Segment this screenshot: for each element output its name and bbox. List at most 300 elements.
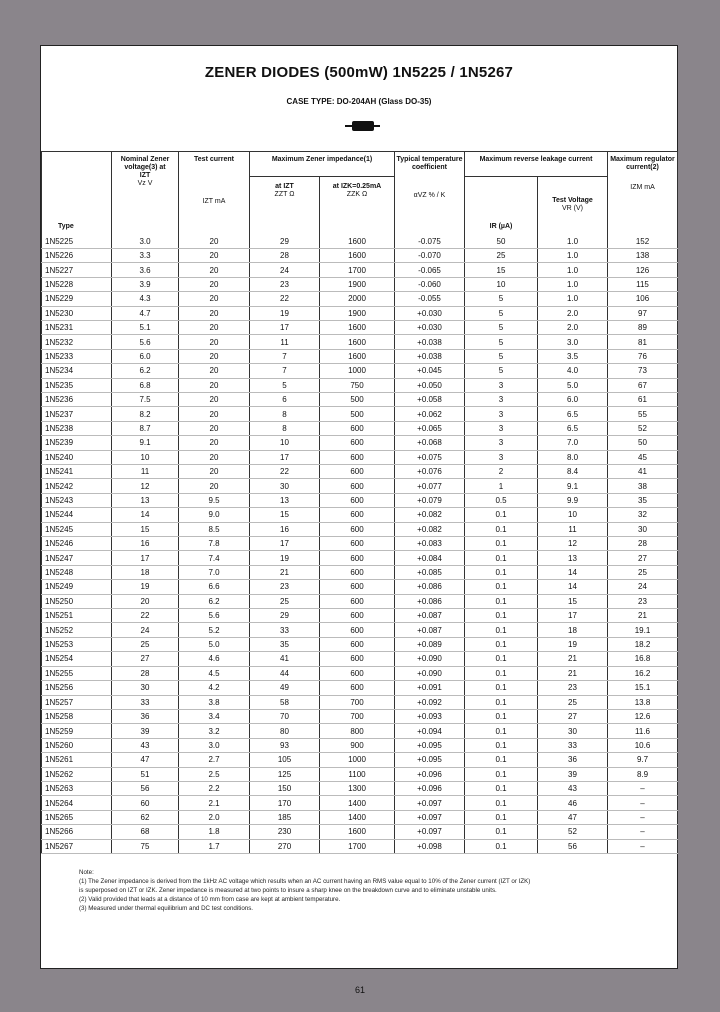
- table-cell: 7: [250, 364, 320, 378]
- table-row: [42, 565, 678, 579]
- table-cell: 1300: [320, 781, 395, 795]
- table-cell: +0.095: [395, 753, 465, 767]
- table-cell: 5: [250, 378, 320, 392]
- table-cell: 4.6: [179, 652, 250, 666]
- table-cell: 45: [608, 450, 678, 464]
- table-cell: 600: [320, 551, 395, 565]
- table-cell: 500: [320, 392, 395, 406]
- table-cell: 0.5: [465, 493, 538, 507]
- table-cell: 16: [250, 522, 320, 536]
- table-cell: 15: [112, 522, 179, 536]
- table-cell: 0.1: [465, 652, 538, 666]
- table-cell: 20: [112, 594, 179, 608]
- table-row: [42, 738, 678, 752]
- table-cell: 900: [320, 738, 395, 752]
- table-cell: 24: [250, 263, 320, 277]
- table-cell: 7.4: [179, 551, 250, 565]
- table-cell: 600: [320, 637, 395, 651]
- table-cell: 52: [608, 421, 678, 435]
- table-cell: 27: [538, 709, 608, 723]
- table-cell: 17: [250, 450, 320, 464]
- table-cell: 8.2: [112, 407, 179, 421]
- table-cell: 600: [320, 522, 395, 536]
- table-cell: 30: [250, 479, 320, 493]
- table-cell: 20: [179, 407, 250, 421]
- table-cell: 20: [179, 436, 250, 450]
- footnote-line: (3) Measured under thermal equilibrium and DC test conditions.: [79, 905, 254, 912]
- table-cell: +0.084: [395, 551, 465, 565]
- table-row: [42, 248, 678, 262]
- table-cell: 1N5240: [42, 450, 112, 464]
- table-cell: 15: [538, 594, 608, 608]
- table-cell: 0.1: [465, 825, 538, 839]
- table-cell: 22: [250, 292, 320, 306]
- table-cell: 35: [608, 493, 678, 507]
- table-cell: 1600: [320, 320, 395, 334]
- table-cell: 0.1: [465, 565, 538, 579]
- table-cell: +0.082: [395, 508, 465, 522]
- table-cell: 27: [608, 551, 678, 565]
- table-cell: 29: [250, 609, 320, 623]
- table-cell: 58: [250, 695, 320, 709]
- table-cell: 6.5: [538, 421, 608, 435]
- table-cell: 2.2: [179, 781, 250, 795]
- table-cell: 14: [538, 580, 608, 594]
- table-cell: 600: [320, 666, 395, 680]
- table-row: [42, 537, 678, 551]
- table-row: [42, 508, 678, 522]
- table-cell: -0.055: [395, 292, 465, 306]
- table-cell: 22: [250, 465, 320, 479]
- table-row: [42, 724, 678, 738]
- table-cell: 700: [320, 695, 395, 709]
- table-cell: 4.2: [179, 681, 250, 695]
- table-cell: 41: [608, 465, 678, 479]
- table-cell: 105: [250, 753, 320, 767]
- table-cell: 1N5230: [42, 306, 112, 320]
- table-cell: 1N5253: [42, 637, 112, 651]
- table-cell: 3.5: [538, 349, 608, 363]
- table-cell: 20: [179, 392, 250, 406]
- table-cell: 20: [179, 235, 250, 249]
- table-cell: 73: [608, 364, 678, 378]
- header-temp-coeff: Typical temperature coefficient αVZ % / K: [395, 152, 465, 235]
- table-cell: 7.0: [538, 436, 608, 450]
- table-cell: 30: [538, 724, 608, 738]
- table-cell: 6.5: [538, 407, 608, 421]
- table-cell: 0.1: [465, 839, 538, 853]
- table-cell: +0.030: [395, 306, 465, 320]
- table-cell: 7.8: [179, 537, 250, 551]
- table-cell: 5.6: [179, 609, 250, 623]
- table-cell: –: [608, 781, 678, 795]
- table-cell: 1N5246: [42, 537, 112, 551]
- table-cell: 14: [112, 508, 179, 522]
- table-cell: 1N5261: [42, 753, 112, 767]
- table-cell: 20: [179, 292, 250, 306]
- table-cell: +0.065: [395, 421, 465, 435]
- table-cell: 5.6: [112, 335, 179, 349]
- table-cell: 19.1: [608, 623, 678, 637]
- table-cell: 0.1: [465, 522, 538, 536]
- table-cell: 20: [179, 263, 250, 277]
- page-title: ZENER DIODES (500mW) 1N5225 / 1N5267: [204, 64, 514, 81]
- table-cell: 81: [608, 335, 678, 349]
- table-cell: 19: [112, 580, 179, 594]
- table-cell: 2.1: [179, 796, 250, 810]
- table-cell: 0.1: [465, 580, 538, 594]
- table-cell: 1N5236: [42, 392, 112, 406]
- table-cell: 36: [538, 753, 608, 767]
- table-cell: 28: [608, 537, 678, 551]
- table-cell: 0.1: [465, 738, 538, 752]
- table-cell: 600: [320, 493, 395, 507]
- table-cell: 2.5: [179, 767, 250, 781]
- table-cell: -0.065: [395, 263, 465, 277]
- table-cell: 47: [112, 753, 179, 767]
- table-cell: 41: [250, 652, 320, 666]
- table-cell: 23: [538, 681, 608, 695]
- table-row: [42, 263, 678, 277]
- table-cell: 19: [250, 306, 320, 320]
- table-cell: 89: [608, 320, 678, 334]
- table-cell: 115: [608, 277, 678, 291]
- table-cell: 32: [608, 508, 678, 522]
- table-cell: 0.1: [465, 810, 538, 824]
- table-cell: 5: [465, 306, 538, 320]
- table-cell: 1N5257: [42, 695, 112, 709]
- table-row: [42, 580, 678, 594]
- table-row: [42, 825, 678, 839]
- header-ir: IR (µA): [465, 177, 538, 235]
- datasheet-page: [40, 45, 678, 969]
- table-cell: 18: [112, 565, 179, 579]
- table-cell: 3.0: [112, 235, 179, 249]
- table-cell: 38: [608, 479, 678, 493]
- table-cell: 20: [179, 364, 250, 378]
- table-cell: 13: [250, 493, 320, 507]
- table-cell: –: [608, 839, 678, 853]
- table-cell: 55: [608, 407, 678, 421]
- table-cell: 1900: [320, 277, 395, 291]
- table-cell: 29: [250, 235, 320, 249]
- table-cell: –: [608, 796, 678, 810]
- table-cell: 8.0: [538, 450, 608, 464]
- table-cell: +0.086: [395, 580, 465, 594]
- header-max-impedance: Maximum Zener impedance(1): [250, 152, 395, 177]
- table-cell: 1N5262: [42, 767, 112, 781]
- table-cell: +0.097: [395, 810, 465, 824]
- table-cell: 1600: [320, 349, 395, 363]
- table-cell: 7.0: [179, 565, 250, 579]
- table-cell: 25: [538, 695, 608, 709]
- table-cell: 1N5264: [42, 796, 112, 810]
- table-cell: +0.087: [395, 623, 465, 637]
- table-cell: 500: [320, 407, 395, 421]
- table-cell: 22: [112, 609, 179, 623]
- table-cell: 0.1: [465, 537, 538, 551]
- table-cell: 800: [320, 724, 395, 738]
- table-cell: 0.1: [465, 508, 538, 522]
- table-cell: +0.097: [395, 796, 465, 810]
- table-cell: +0.083: [395, 537, 465, 551]
- table-cell: 23: [608, 594, 678, 608]
- table-cell: 3.0: [538, 335, 608, 349]
- table-cell: –: [608, 810, 678, 824]
- table-cell: 1N5247: [42, 551, 112, 565]
- table-cell: 1N5241: [42, 465, 112, 479]
- table-cell: 5.2: [179, 623, 250, 637]
- table-cell: 5: [465, 335, 538, 349]
- table-cell: 3.8: [179, 695, 250, 709]
- table-cell: 0.1: [465, 753, 538, 767]
- table-cell: +0.098: [395, 839, 465, 853]
- table-row: [42, 767, 678, 781]
- table-cell: 20: [179, 277, 250, 291]
- case-type: CASE TYPE: DO-204AH (Glass DO-35): [286, 97, 432, 106]
- table-cell: 1N5233: [42, 349, 112, 363]
- table-cell: 1N5258: [42, 709, 112, 723]
- table-cell: 1.7: [179, 839, 250, 853]
- table-cell: 152: [608, 235, 678, 249]
- table-row: [42, 493, 678, 507]
- table-cell: 6.0: [112, 349, 179, 363]
- table-cell: 0.1: [465, 551, 538, 565]
- table-row: [42, 810, 678, 824]
- table-cell: 19: [538, 637, 608, 651]
- table-cell: 1N5260: [42, 738, 112, 752]
- table-cell: 150: [250, 781, 320, 795]
- table-row: [42, 609, 678, 623]
- table-cell: 17: [112, 551, 179, 565]
- page-number: 61: [354, 985, 365, 995]
- table-cell: 600: [320, 609, 395, 623]
- table-row: [42, 349, 678, 363]
- table-cell: 25: [608, 565, 678, 579]
- table-cell: 30: [112, 681, 179, 695]
- table-cell: 2.7: [179, 753, 250, 767]
- table-cell: 56: [112, 781, 179, 795]
- table-cell: 1400: [320, 796, 395, 810]
- table-cell: 33: [112, 695, 179, 709]
- table-row: [42, 364, 678, 378]
- table-cell: 8.7: [112, 421, 179, 435]
- table-cell: +0.090: [395, 666, 465, 680]
- table-row: [42, 392, 678, 406]
- table-cell: 1N5263: [42, 781, 112, 795]
- table-cell: 5.0: [538, 378, 608, 392]
- table-cell: 1N5242: [42, 479, 112, 493]
- table-cell: 1N5252: [42, 623, 112, 637]
- table-row: [42, 522, 678, 536]
- table-cell: 50: [608, 436, 678, 450]
- table-cell: +0.079: [395, 493, 465, 507]
- table-cell: 1N5265: [42, 810, 112, 824]
- table-cell: 21: [608, 609, 678, 623]
- table-cell: 1900: [320, 306, 395, 320]
- table-row: [42, 666, 678, 680]
- table-cell: 1N5244: [42, 508, 112, 522]
- header-at-izt: at IZT ZZT Ω: [250, 177, 320, 235]
- table-cell: +0.038: [395, 349, 465, 363]
- table-cell: 6.2: [179, 594, 250, 608]
- table-cell: 600: [320, 580, 395, 594]
- table-cell: 600: [320, 450, 395, 464]
- table-cell: 13: [112, 493, 179, 507]
- table-cell: 7: [250, 349, 320, 363]
- table-cell: 5.0: [179, 637, 250, 651]
- table-cell: 1N5226: [42, 248, 112, 262]
- table-cell: 1N5254: [42, 652, 112, 666]
- table-cell: 75: [112, 839, 179, 853]
- table-cell: 3: [465, 407, 538, 421]
- table-cell: +0.068: [395, 436, 465, 450]
- table-cell: 10.6: [608, 738, 678, 752]
- table-cell: +0.045: [395, 364, 465, 378]
- table-cell: 0.1: [465, 609, 538, 623]
- table-row: [42, 781, 678, 795]
- table-cell: +0.085: [395, 565, 465, 579]
- table-cell: 44: [250, 666, 320, 680]
- table-row: [42, 465, 678, 479]
- table-row: [42, 407, 678, 421]
- header-regulator-current: Maximum regulator current(2) IZM mA: [608, 152, 678, 235]
- table-cell: 13.8: [608, 695, 678, 709]
- table-cell: 1.0: [538, 248, 608, 262]
- table-cell: 1N5227: [42, 263, 112, 277]
- footnote-line: is superposed on IZT or IZK. Zener impedance is measured at two points to insure a sharp knee on the breakdown curve and to eliminate unstable units.: [79, 887, 497, 894]
- table-cell: 3: [465, 392, 538, 406]
- table-cell: 11.6: [608, 724, 678, 738]
- table-row: [42, 277, 678, 291]
- table-row: [42, 753, 678, 767]
- table-cell: 700: [320, 709, 395, 723]
- table-cell: 0.1: [465, 637, 538, 651]
- table-cell: 23: [250, 277, 320, 291]
- table-cell: 27: [112, 652, 179, 666]
- table-cell: 1000: [320, 364, 395, 378]
- table-cell: 24: [608, 580, 678, 594]
- table-cell: 3: [465, 450, 538, 464]
- table-cell: 50: [465, 235, 538, 249]
- table-cell: +0.082: [395, 522, 465, 536]
- table-cell: 0.1: [465, 781, 538, 795]
- table-cell: 56: [538, 839, 608, 853]
- table-cell: 1N5243: [42, 493, 112, 507]
- table-cell: 0.1: [465, 623, 538, 637]
- table-cell: 49: [250, 681, 320, 695]
- table-cell: 3.3: [112, 248, 179, 262]
- table-cell: 39: [112, 724, 179, 738]
- table-cell: +0.091: [395, 681, 465, 695]
- table-cell: 1N5229: [42, 292, 112, 306]
- table-row: [42, 306, 678, 320]
- table-cell: 0.1: [465, 681, 538, 695]
- table-cell: 1N5255: [42, 666, 112, 680]
- table-row: [42, 235, 678, 249]
- table-cell: 17: [538, 609, 608, 623]
- table-cell: –: [608, 825, 678, 839]
- table-cell: 39: [538, 767, 608, 781]
- table-cell: 3: [465, 378, 538, 392]
- table-cell: 1400: [320, 810, 395, 824]
- table-cell: 2.0: [179, 810, 250, 824]
- table-cell: 600: [320, 565, 395, 579]
- table-cell: 600: [320, 479, 395, 493]
- table-row: [42, 709, 678, 723]
- table-cell: 270: [250, 839, 320, 853]
- table-cell: 6.2: [112, 364, 179, 378]
- table-cell: 15.1: [608, 681, 678, 695]
- table-cell: 33: [250, 623, 320, 637]
- table-row: [42, 594, 678, 608]
- table-cell: 20: [179, 421, 250, 435]
- table-cell: 600: [320, 421, 395, 435]
- table-cell: 67: [608, 378, 678, 392]
- table-cell: 13: [538, 551, 608, 565]
- table-cell: 170: [250, 796, 320, 810]
- table-cell: 28: [250, 248, 320, 262]
- table-cell: 93: [250, 738, 320, 752]
- table-row: [42, 796, 678, 810]
- table-cell: 8.4: [538, 465, 608, 479]
- table-cell: 1N5266: [42, 825, 112, 839]
- table-cell: 16.8: [608, 652, 678, 666]
- table-cell: 4.0: [538, 364, 608, 378]
- table-cell: 61: [608, 392, 678, 406]
- table-cell: 1N5231: [42, 320, 112, 334]
- table-cell: 1N5232: [42, 335, 112, 349]
- header-leakage: Maximum reverse leakage current: [465, 152, 608, 177]
- table-cell: 18: [538, 623, 608, 637]
- table-cell: 35: [250, 637, 320, 651]
- table-cell: 1N5237: [42, 407, 112, 421]
- table-cell: 80: [250, 724, 320, 738]
- table-cell: 9.1: [112, 436, 179, 450]
- table-cell: 600: [320, 537, 395, 551]
- table-cell: +0.092: [395, 695, 465, 709]
- table-cell: 126: [608, 263, 678, 277]
- table-row: [42, 637, 678, 651]
- table-cell: 600: [320, 623, 395, 637]
- table-cell: 70: [250, 709, 320, 723]
- table-cell: 24: [112, 623, 179, 637]
- table-cell: 30: [608, 522, 678, 536]
- table-cell: 12: [538, 537, 608, 551]
- table-cell: 1.0: [538, 235, 608, 249]
- table-cell: +0.093: [395, 709, 465, 723]
- table-row: [42, 378, 678, 392]
- table-cell: 8.5: [179, 522, 250, 536]
- table-cell: 600: [320, 594, 395, 608]
- table-cell: 43: [538, 781, 608, 795]
- table-cell: 5: [465, 292, 538, 306]
- header-test-current: Test current IZT mA: [179, 152, 250, 235]
- footnotes: [79, 868, 639, 913]
- table-cell: 0.1: [465, 695, 538, 709]
- table-cell: 3.9: [112, 277, 179, 291]
- table-cell: 1100: [320, 767, 395, 781]
- table-cell: 1600: [320, 235, 395, 249]
- table-row: [42, 479, 678, 493]
- table-cell: +0.030: [395, 320, 465, 334]
- table-cell: 4.5: [179, 666, 250, 680]
- table-row: [42, 623, 678, 637]
- table-cell: 0.1: [465, 796, 538, 810]
- table-cell: 1N5248: [42, 565, 112, 579]
- table-cell: 20: [179, 335, 250, 349]
- table-cell: 1N5225: [42, 235, 112, 249]
